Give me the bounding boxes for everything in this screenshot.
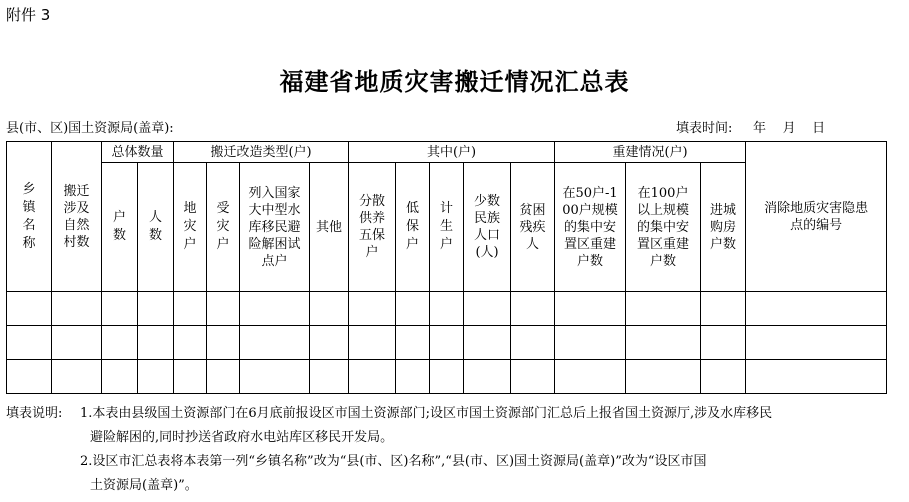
note-item-1-line-2: 避险解困的,同时抄送省政府水电站库区移民开发局。: [90, 430, 394, 445]
table-cell[interactable]: [746, 292, 887, 326]
table-cell[interactable]: [138, 292, 174, 326]
table-cell[interactable]: [511, 360, 555, 394]
table-cell[interactable]: [430, 360, 464, 394]
header-villages: 搬迁涉及自然村数: [52, 142, 102, 292]
table-cell[interactable]: [138, 326, 174, 360]
table-cell[interactable]: [464, 326, 511, 360]
table-cell[interactable]: [349, 292, 396, 326]
table-cell[interactable]: [464, 292, 511, 326]
header-minority: 少数民族人口(人): [464, 163, 511, 292]
table-cell[interactable]: [174, 360, 207, 394]
header-township-name: 乡镇名称: [7, 142, 52, 292]
table-cell[interactable]: [174, 292, 207, 326]
table-cell[interactable]: [701, 360, 746, 394]
table-cell[interactable]: [52, 326, 102, 360]
table-row: [7, 326, 887, 360]
header-low-income: 低保户: [396, 163, 430, 292]
attachment-label: 附件 3: [6, 6, 51, 24]
table-cell[interactable]: [207, 326, 240, 360]
table-row: [7, 360, 887, 394]
header-persons: 人数: [138, 163, 174, 292]
notes-lead: 填表说明:: [6, 406, 63, 421]
county-bureau-label: 县(市、区)国土资源局(盖章):: [6, 121, 174, 136]
note-item-1: [6, 402, 896, 426]
table-cell[interactable]: [240, 326, 310, 360]
header-rebuild-status: 重建情况(户): [555, 142, 746, 163]
table-cell[interactable]: [207, 360, 240, 394]
table-cell[interactable]: [626, 292, 701, 326]
table-cell[interactable]: [7, 292, 52, 326]
table-cell[interactable]: [626, 360, 701, 394]
table-row: [7, 292, 887, 326]
header-affected-households: 受灾户: [207, 163, 240, 292]
table-cell[interactable]: [396, 360, 430, 394]
table-cell[interactable]: [701, 326, 746, 360]
table-cell[interactable]: [310, 360, 349, 394]
header-city-purchase: 进城购房户数: [701, 163, 746, 292]
header-row-groups: [7, 142, 887, 163]
table-cell[interactable]: [174, 326, 207, 360]
note-item-2-line-2: 土资源局(盖章)”。: [90, 478, 198, 493]
table-cell[interactable]: [626, 326, 701, 360]
table-cell[interactable]: [240, 292, 310, 326]
table-cell[interactable]: [555, 292, 626, 326]
header-relocation-type: 搬迁改造类型(户): [174, 142, 349, 163]
note-item-1-line-1: 1.本表由县级国土资源部门在6月底前报设区市国土资源部门;设区市国土资源部门汇总后上报省国土资源厅,涉及水库移民: [80, 406, 773, 421]
table-cell[interactable]: [7, 326, 52, 360]
table-cell[interactable]: [7, 360, 52, 394]
table-cell[interactable]: [349, 360, 396, 394]
table-cell[interactable]: [310, 292, 349, 326]
table-cell[interactable]: [240, 360, 310, 394]
table-cell[interactable]: [102, 292, 138, 326]
table-cell[interactable]: [207, 292, 240, 326]
table-cell[interactable]: [349, 326, 396, 360]
header-five-guarantee: 分散供养五保户: [349, 163, 396, 292]
table-cell[interactable]: [396, 292, 430, 326]
table-cell[interactable]: [464, 360, 511, 394]
header-small-scale-rebuild: 在50户-100户规模的集中安置区重建户数: [555, 163, 626, 292]
table-cell[interactable]: [52, 360, 102, 394]
table-cell[interactable]: [102, 360, 138, 394]
page-title: 福建省地质灾害搬迁情况汇总表: [279, 68, 630, 96]
table-body: [7, 292, 887, 394]
note-item-2-line-1: 2.设区市汇总表将本表第一列“乡镇名称”改为“县(市、区)名称”,“县(市、区)国土资源局(盖章)”改为“设区市国: [80, 454, 707, 469]
table-cell[interactable]: [52, 292, 102, 326]
header-family-planning: 计生户: [430, 163, 464, 292]
header-among-them: 其中(户): [349, 142, 555, 163]
table-cell[interactable]: [396, 326, 430, 360]
header-poor-disabled: 贫困残疾人: [511, 163, 555, 292]
table-cell[interactable]: [555, 326, 626, 360]
header-pilot-households: 列入国家大中型水库移民避险解困试点户: [240, 163, 310, 292]
table-cell[interactable]: [138, 360, 174, 394]
header-disaster-households: 地灾户: [174, 163, 207, 292]
header-households: 户数: [102, 163, 138, 292]
header-total-quantity: 总体数量: [102, 142, 174, 163]
table-cell[interactable]: [746, 360, 887, 394]
table-cell[interactable]: [511, 326, 555, 360]
fill-instructions: [6, 402, 896, 498]
table-cell[interactable]: [511, 292, 555, 326]
table-cell[interactable]: [430, 292, 464, 326]
table-cell[interactable]: [310, 326, 349, 360]
relocation-summary-table: [6, 141, 887, 394]
table-cell[interactable]: [746, 326, 887, 360]
table-cell[interactable]: [430, 326, 464, 360]
table-cell[interactable]: [701, 292, 746, 326]
table-cell[interactable]: [102, 326, 138, 360]
header-large-scale-rebuild: 在100户以上规模的集中安置区重建户数: [626, 163, 701, 292]
header-hazard-codes: 消除地质灾害隐患点的编号: [746, 142, 887, 292]
header-other: 其他: [310, 163, 349, 292]
fill-date-label: 填表时间: 年 月 日: [676, 121, 826, 136]
table-cell[interactable]: [555, 360, 626, 394]
